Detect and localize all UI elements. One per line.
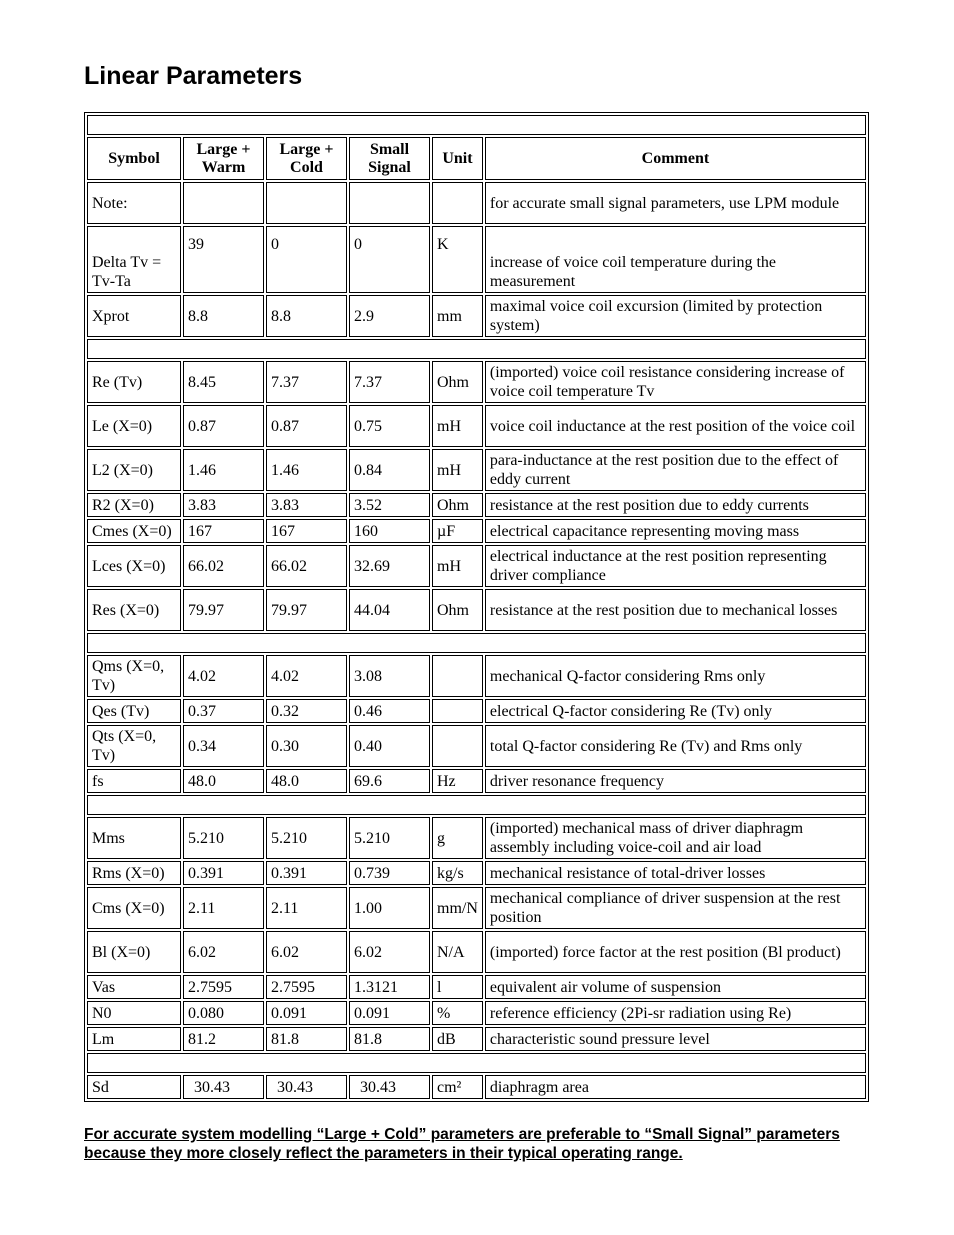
- table-row: [87, 182, 866, 224]
- cell-unit: [432, 655, 483, 697]
- cell-large-warm: 8.8: [183, 295, 264, 337]
- header-large-cold: Large + Cold: [266, 137, 347, 180]
- cell-comment: increase of voice coil temperature during the measurement: [485, 226, 866, 293]
- cell-symbol: Bl (X=0): [87, 931, 181, 973]
- cell-large-warm: 5.210: [183, 817, 264, 859]
- cell-large-warm: 6.02: [183, 931, 264, 973]
- table-spacer-row: [87, 1053, 866, 1073]
- cell-comment: voice coil inductance at the rest position of the voice coil: [485, 405, 866, 447]
- cell-comment: mechanical compliance of driver suspension at the rest position: [485, 887, 866, 929]
- cell-comment: (imported) force factor at the rest position (Bl product): [485, 931, 866, 973]
- cell-comment: electrical capacitance representing moving mass: [485, 519, 866, 543]
- cell-small-signal: 160: [349, 519, 430, 543]
- cell-comment: for accurate small signal parameters, use LPM module: [485, 182, 866, 224]
- cell-comment: (imported) mechanical mass of driver diaphragm assembly including voice-coil and air load: [485, 817, 866, 859]
- table-row: [87, 1001, 866, 1025]
- cell-symbol: Qms (X=0, Tv): [87, 655, 181, 697]
- cell-large-cold: 0.87: [266, 405, 347, 447]
- cell-small-signal: 0.75: [349, 405, 430, 447]
- cell-small-signal: 5.210: [349, 817, 430, 859]
- cell-large-cold: 7.37: [266, 361, 347, 403]
- cell-large-warm: 4.02: [183, 655, 264, 697]
- cell-small-signal: 3.52: [349, 493, 430, 517]
- cell-comment: total Q-factor considering Re (Tv) and Rms only: [485, 725, 866, 767]
- header-symbol: Symbol: [87, 137, 181, 180]
- cell-comment: maximal voice coil excursion (limited by protection system): [485, 295, 866, 337]
- cell-unit: N/A: [432, 931, 483, 973]
- table-row: [87, 769, 866, 793]
- cell-symbol: R2 (X=0): [87, 493, 181, 517]
- cell-symbol: Le (X=0): [87, 405, 181, 447]
- cell-small-signal: 0.40: [349, 725, 430, 767]
- cell-large-cold: 4.02: [266, 655, 347, 697]
- cell-unit: [432, 699, 483, 723]
- table-spacer-row: [87, 795, 866, 815]
- cell-large-warm: 1.46: [183, 449, 264, 491]
- cell-unit: l: [432, 975, 483, 999]
- cell-unit: [432, 725, 483, 767]
- cell-small-signal: 30.43: [349, 1075, 430, 1099]
- table-row: [87, 699, 866, 723]
- cell-large-warm: 3.83: [183, 493, 264, 517]
- cell-large-cold: 2.11: [266, 887, 347, 929]
- table-row: [87, 361, 866, 403]
- cell-small-signal: 1.3121: [349, 975, 430, 999]
- table-row: [87, 887, 866, 929]
- table-row: [87, 931, 866, 973]
- cell-symbol: L2 (X=0): [87, 449, 181, 491]
- footnote: For accurate system modelling “Large + Cold” parameters are preferable to “Small Signal” parameters because they more closely reflect the parameters in their typical operating range.: [84, 1126, 840, 1162]
- cell-small-signal: 0: [349, 226, 430, 293]
- table-row: [87, 449, 866, 491]
- cell-symbol: Cms (X=0): [87, 887, 181, 929]
- cell-unit: Ohm: [432, 493, 483, 517]
- cell-comment: reference efficiency (2Pi-sr radiation using Re): [485, 1001, 866, 1025]
- cell-large-cold: 3.83: [266, 493, 347, 517]
- cell-small-signal: 32.69: [349, 545, 430, 587]
- cell-large-cold: [266, 182, 347, 224]
- cell-unit: Ohm: [432, 589, 483, 631]
- cell-large-cold: 48.0: [266, 769, 347, 793]
- cell-unit: K: [432, 226, 483, 293]
- table-row: [87, 1075, 866, 1099]
- cell-unit: mH: [432, 449, 483, 491]
- table-row: [87, 589, 866, 631]
- cell-unit: mm: [432, 295, 483, 337]
- cell-unit: Hz: [432, 769, 483, 793]
- table-spacer-row: [87, 633, 866, 653]
- table-spacer-row: [87, 339, 866, 359]
- cell-unit: mm/N: [432, 887, 483, 929]
- cell-large-cold: 5.210: [266, 817, 347, 859]
- cell-small-signal: 81.8: [349, 1027, 430, 1051]
- cell-unit: µF: [432, 519, 483, 543]
- header-comment: Comment: [485, 137, 866, 180]
- cell-unit: %: [432, 1001, 483, 1025]
- header-unit: Unit: [432, 137, 483, 180]
- cell-large-cold: 0: [266, 226, 347, 293]
- cell-small-signal: 44.04: [349, 589, 430, 631]
- cell-unit: g: [432, 817, 483, 859]
- cell-large-warm: 39: [183, 226, 264, 293]
- cell-small-signal: [349, 182, 430, 224]
- cell-large-cold: 6.02: [266, 931, 347, 973]
- cell-unit: mH: [432, 545, 483, 587]
- table-row: [87, 545, 866, 587]
- page-title: Linear Parameters: [84, 62, 303, 90]
- cell-large-warm: 48.0: [183, 769, 264, 793]
- table-spacer-row: [87, 115, 866, 135]
- cell-symbol: Xprot: [87, 295, 181, 337]
- cell-symbol: Lces (X=0): [87, 545, 181, 587]
- table-row: [87, 817, 866, 859]
- cell-large-cold: 81.8: [266, 1027, 347, 1051]
- cell-comment: electrical Q-factor considering Re (Tv) only: [485, 699, 866, 723]
- cell-symbol: Vas: [87, 975, 181, 999]
- cell-large-cold: 30.43: [266, 1075, 347, 1099]
- cell-symbol: Res (X=0): [87, 589, 181, 631]
- table-row: [87, 405, 866, 447]
- cell-comment: para-inductance at the rest position due to the effect of eddy current: [485, 449, 866, 491]
- cell-large-warm: 81.2: [183, 1027, 264, 1051]
- cell-unit: dB: [432, 1027, 483, 1051]
- cell-unit: [432, 182, 483, 224]
- cell-symbol: Note:: [87, 182, 181, 224]
- cell-symbol: Rms (X=0): [87, 861, 181, 885]
- cell-comment: resistance at the rest position due to mechanical losses: [485, 589, 866, 631]
- cell-small-signal: 0.84: [349, 449, 430, 491]
- cell-unit: kg/s: [432, 861, 483, 885]
- cell-comment: diaphragm area: [485, 1075, 866, 1099]
- cell-large-warm: 66.02: [183, 545, 264, 587]
- header-small-signal: Small Signal: [349, 137, 430, 180]
- cell-small-signal: 0.091: [349, 1001, 430, 1025]
- cell-large-warm: 2.11: [183, 887, 264, 929]
- table-row: [87, 226, 866, 293]
- cell-small-signal: 7.37: [349, 361, 430, 403]
- cell-large-cold: 0.30: [266, 725, 347, 767]
- cell-large-cold: 8.8: [266, 295, 347, 337]
- cell-symbol: Re (Tv): [87, 361, 181, 403]
- cell-unit: Ohm: [432, 361, 483, 403]
- cell-large-cold: 2.7595: [266, 975, 347, 999]
- cell-large-warm: 0.080: [183, 1001, 264, 1025]
- cell-large-warm: 2.7595: [183, 975, 264, 999]
- linear-parameters-table: [84, 112, 869, 1102]
- cell-symbol: Lm: [87, 1027, 181, 1051]
- cell-symbol: fs: [87, 769, 181, 793]
- table-row: [87, 493, 866, 517]
- table-header-row: [87, 137, 866, 180]
- cell-symbol: Sd: [87, 1075, 181, 1099]
- header-large-warm: Large + Warm: [183, 137, 264, 180]
- cell-comment: electrical inductance at the rest position representing driver compliance: [485, 545, 866, 587]
- cell-large-cold: 167: [266, 519, 347, 543]
- cell-small-signal: 3.08: [349, 655, 430, 697]
- cell-unit: mH: [432, 405, 483, 447]
- table-row: [87, 725, 866, 767]
- cell-symbol: Qes (Tv): [87, 699, 181, 723]
- cell-large-warm: 8.45: [183, 361, 264, 403]
- cell-comment: (imported) voice coil resistance considering increase of voice coil temperature Tv: [485, 361, 866, 403]
- cell-comment: characteristic sound pressure level: [485, 1027, 866, 1051]
- cell-large-cold: 1.46: [266, 449, 347, 491]
- cell-small-signal: 0.739: [349, 861, 430, 885]
- cell-symbol: Cmes (X=0): [87, 519, 181, 543]
- cell-large-cold: 79.97: [266, 589, 347, 631]
- table-row: [87, 655, 866, 697]
- cell-small-signal: 2.9: [349, 295, 430, 337]
- cell-large-warm: 167: [183, 519, 264, 543]
- cell-symbol: Delta Tv = Tv-Ta: [87, 226, 181, 293]
- cell-comment: driver resonance frequency: [485, 769, 866, 793]
- table-row: [87, 1027, 866, 1051]
- cell-large-cold: 0.32: [266, 699, 347, 723]
- table-row: [87, 975, 866, 999]
- cell-large-warm: 79.97: [183, 589, 264, 631]
- cell-comment: mechanical resistance of total-driver losses: [485, 861, 866, 885]
- table-row: [87, 295, 866, 337]
- cell-comment: resistance at the rest position due to eddy currents: [485, 493, 866, 517]
- cell-large-warm: 0.87: [183, 405, 264, 447]
- cell-comment: equivalent air volume of suspension: [485, 975, 866, 999]
- cell-symbol: Mms: [87, 817, 181, 859]
- table-row: [87, 519, 866, 543]
- cell-unit: cm²: [432, 1075, 483, 1099]
- cell-small-signal: 6.02: [349, 931, 430, 973]
- cell-large-cold: 0.091: [266, 1001, 347, 1025]
- cell-large-warm: 0.34: [183, 725, 264, 767]
- cell-symbol: N0: [87, 1001, 181, 1025]
- cell-large-warm: 30.43: [183, 1075, 264, 1099]
- cell-comment: mechanical Q-factor considering Rms only: [485, 655, 866, 697]
- cell-symbol: Qts (X=0, Tv): [87, 725, 181, 767]
- cell-large-warm: 0.37: [183, 699, 264, 723]
- cell-large-cold: 0.391: [266, 861, 347, 885]
- cell-large-warm: [183, 182, 264, 224]
- cell-small-signal: 1.00: [349, 887, 430, 929]
- cell-small-signal: 69.6: [349, 769, 430, 793]
- table-row: [87, 861, 866, 885]
- cell-large-warm: 0.391: [183, 861, 264, 885]
- cell-large-cold: 66.02: [266, 545, 347, 587]
- cell-small-signal: 0.46: [349, 699, 430, 723]
